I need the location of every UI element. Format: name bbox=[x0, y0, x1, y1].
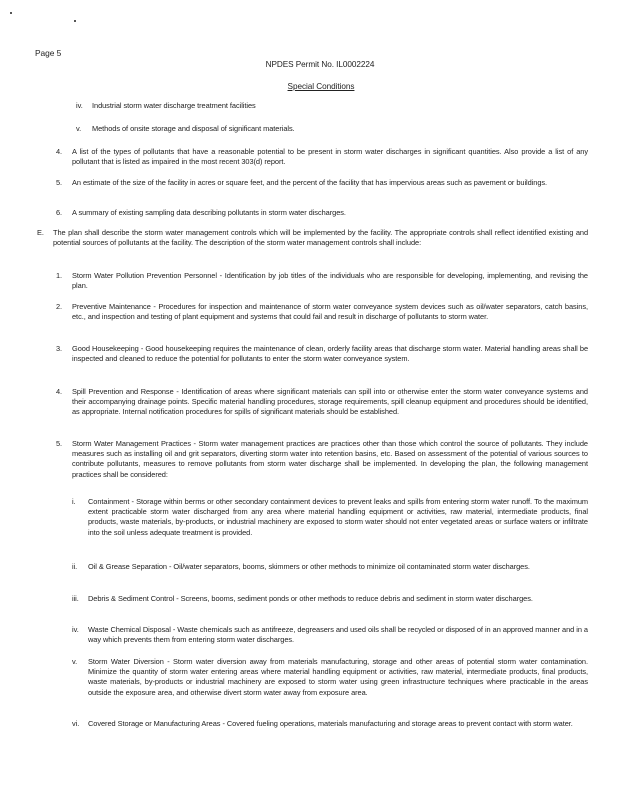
list-number: 1. bbox=[56, 271, 63, 280]
list-item: Storm Water Diversion - Storm water diversion away from materials manufacturing, storage and other areas of potential storm water contamination. Minimize the quantity of storm water entering areas where material handling equipment or activities, raw material, intermediate products, final products, waste materials, by-products or industrial machinery are exposed to storm water using green infrastructure techniques where practicable in the areas outside the exposure area, and otherwise divert storm water away from exposure area. bbox=[88, 657, 588, 697]
list-item: Storm Water Management Practices - Storm water management practices are practices other than those which control the source of pollutants. They include measures such as installing oil and grit separators, diverting storm water into retention basins, etc. Based on assessment of the potential of various sources to contribute pollutants, measures to remove pollutants from storm water discharge shall be implemented. In developing the plan, the following management practices shall be considered: bbox=[72, 439, 588, 479]
section-paragraph: The plan shall describe the storm water management controls which will be implemented by the facility. The appropriate controls shall reflect identified existing and potential sources of pollutants at the facility. The description of the storm water management controls shall include: bbox=[53, 228, 588, 248]
list-item: Covered Storage or Manufacturing Areas - Covered fueling operations, materials manufacturing and storage areas to prevent contact with storm water. bbox=[88, 719, 573, 728]
list-item: Good Housekeeping - Good housekeeping requires the maintenance of clean, orderly facility areas that discharge storm water. Material handling areas shall be inspected and cleaned to reduce the potential for pollutants to enter the storm water conveyance system. bbox=[72, 344, 588, 364]
list-item: An estimate of the size of the facility in acres or square feet, and the percent of the facility that has impervious areas such as pavement or buildings. bbox=[72, 178, 548, 187]
list-number: 4. bbox=[56, 147, 63, 156]
page-number: Page 5 bbox=[35, 48, 62, 58]
section-letter: E. bbox=[37, 228, 44, 237]
list-number: v. bbox=[76, 124, 82, 133]
list-number: iii. bbox=[72, 594, 79, 603]
list-item: Preventive Maintenance - Procedures for inspection and maintenance of storm water conveyance system devices such as oil/water separators, catch basins, etc., and inspection and testing of plant equipment and systems that could fail and result in discharge of pollutants to storm water. bbox=[72, 302, 588, 322]
list-number: i. bbox=[72, 497, 76, 506]
list-item: Oil & Grease Separation - Oil/water separators, booms, skimmers or other methods to minimize oil contaminated storm water discharges. bbox=[88, 562, 530, 571]
list-number: 4. bbox=[56, 387, 63, 396]
list-item: A summary of existing sampling data describing pollutants in storm water discharges. bbox=[72, 208, 346, 217]
list-item: Debris & Sediment Control - Screens, booms, sediment ponds or other methods to reduce debris and sediment in storm water discharges. bbox=[88, 594, 533, 603]
list-number: v. bbox=[72, 657, 78, 666]
list-number: 5. bbox=[56, 439, 63, 448]
list-number: iv. bbox=[72, 625, 79, 634]
list-number: iv. bbox=[76, 101, 83, 110]
list-number: 6. bbox=[56, 208, 63, 217]
list-number: 3. bbox=[56, 344, 63, 353]
list-number: 5. bbox=[56, 178, 63, 187]
list-number: ii. bbox=[72, 562, 78, 571]
scan-mark bbox=[10, 12, 12, 14]
list-item: Industrial storm water discharge treatment facilities bbox=[92, 101, 256, 110]
list-item: Methods of onsite storage and disposal of significant materials. bbox=[92, 124, 295, 133]
list-number: vi. bbox=[72, 719, 80, 728]
list-item: Waste Chemical Disposal - Waste chemicals such as antifreeze, degreasers and used oils shall be recycled or disposed of in an approved manner and in a way which prevents them from entering storm water discharges. bbox=[88, 625, 588, 645]
list-number: 2. bbox=[56, 302, 63, 311]
list-item: Storm Water Pollution Prevention Personnel - Identification by job titles of the individuals who are responsible for developing, implementing, and revising the plan. bbox=[72, 271, 588, 291]
permit-title: NPDES Permit No. IL0002224 bbox=[265, 60, 375, 69]
list-item: Spill Prevention and Response - Identification of areas where significant materials can spill into or otherwise enter the storm water conveyance systems and their accompanying drainage points. Specific material handling procedures, storage requirements, spill cleanup equipment and procedures should be identified, as appropriate. Internal notification procedures for spills of significant materials should be established. bbox=[72, 387, 588, 417]
section-title: Special Conditions bbox=[287, 82, 355, 91]
scan-mark bbox=[74, 20, 76, 22]
list-item: A list of the types of pollutants that have a reasonable potential to be present in storm water discharges in significant quantities. Also provide a list of any pollutant that is listed as impaired in the most recent 303(d) report. bbox=[72, 147, 588, 167]
list-item: Containment - Storage within berms or other secondary containment devices to prevent leaks and spills from entering storm water runoff. To the maximum extent practicable storm water discharged from any area where material handling equipment or activities, raw material, intermediate products, final products, waste materials, by-products, or industrial machinery are exposed to storm water should not enter vegetated areas or surface waters or infiltrate into the soil unless adequate treatment is provided. bbox=[88, 497, 588, 537]
